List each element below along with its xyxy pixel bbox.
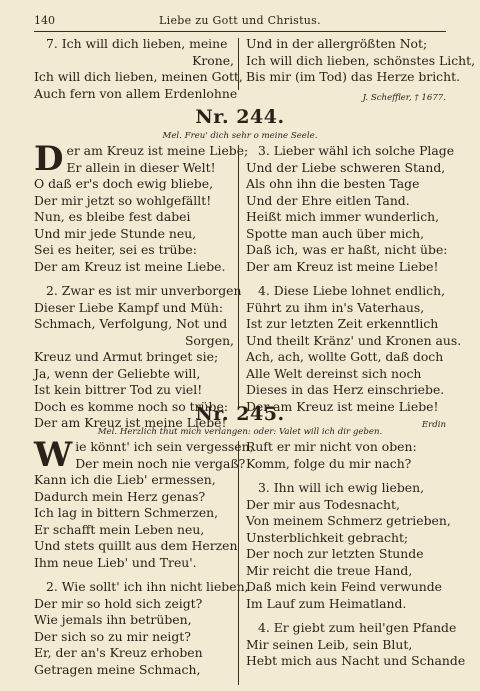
verse-line: Der am Kreuz ist meine Liebe!: [246, 398, 439, 414]
verse-line: Der noch zur letzten Stunde: [246, 546, 424, 561]
verse-line: 3. Ihn will ich ewig lieben,: [258, 480, 425, 495]
verse-line: Ach, ach, wollte Gott, daß doch: [246, 349, 444, 364]
top-right-column: [246, 36, 476, 106]
verse-line: Wie jemals ihn betrüben,: [34, 612, 192, 627]
verse-line: Der mein noch nie vergaß?: [75, 455, 246, 471]
stanza-2: [34, 579, 249, 678]
verse-line: Dieser Liebe Kampf und Müh:: [34, 299, 224, 315]
page-number: 140: [34, 14, 55, 27]
verse-line: Daß ich, was er haßt, nicht übe:: [246, 242, 448, 257]
verse-line: Der am Kreuz ist meine Liebe.: [34, 258, 226, 274]
verse-line: Daß mich kein Feind verwunde: [246, 579, 442, 594]
verse-line: Der am Kreuz ist meine Liebe!: [246, 258, 439, 274]
hymn-number-244: Nr. 244.: [195, 106, 285, 128]
verse-line: 7. Ich will dich lieben, meine: [46, 36, 228, 51]
stanza-4: [246, 283, 462, 415]
verse-line: Ist zur letzten Zeit erkenntlich: [246, 316, 439, 331]
verse-line: Ihm neue Lieb' und Treu'.: [34, 554, 197, 570]
verse-line: Der mir so hold sich zeigt?: [34, 595, 203, 611]
verse-line: Spotte man auch über mich,: [246, 225, 425, 241]
verse-line: Heißt mich immer wunderlich,: [246, 209, 440, 224]
verse-line: O daß er's doch ewig bliebe,: [34, 176, 214, 191]
stanza-1: [34, 435, 254, 571]
column-divider: [238, 145, 239, 409]
verse-line: Sei es heiter, sei es trübe:: [34, 242, 197, 257]
verse-line: Im Lauf zum Heimatland.: [246, 595, 407, 611]
verse-line: Er schafft mein Leben neu,: [34, 521, 205, 537]
verse-line: Von meinem Schmerz getrieben,: [246, 513, 451, 528]
verse-line: Bis mir (im Tod) das Herze bricht.: [246, 69, 461, 84]
stanza-3: [246, 480, 451, 612]
verse-line: ie könnt' ich sein vergessen,: [75, 439, 254, 454]
column-divider: [238, 38, 239, 90]
verse-line: er am Kreuz ist meine Liebe;: [66, 143, 249, 158]
stanza-1: [34, 139, 249, 275]
verse-line: Ist kein bittrer Tod zu viel!: [34, 382, 203, 397]
verse-line: 2. Wie sollt' ich ihn nicht lieben,: [46, 579, 249, 594]
verse-line: Und mir jede Stunde neu,: [34, 225, 197, 241]
verse-line: Der mir jetzt so wohlgefällt!: [34, 192, 212, 208]
verse-line: Auch fern von allem Erdenlohne: [34, 85, 238, 101]
column-divider: [238, 441, 239, 685]
verse-line: Ich will dich lieben, meinen Gott,: [34, 69, 243, 84]
verse-line: Unsterblichkeit gebracht;: [246, 529, 409, 545]
hymn-245-left-column: [34, 435, 254, 678]
verse-line: Ich lag in bittern Schmerzen,: [34, 505, 219, 520]
stanza-3: [246, 143, 455, 275]
verse-line: Mir seinen Leib, sein Blut,: [246, 636, 413, 652]
melody-note-244: Mel. Freu' dich sehr o meine Seele.: [162, 131, 318, 141]
drop-cap: D: [34, 139, 64, 179]
verse-line: Getragen meine Schmach,: [34, 661, 201, 677]
verse-line: Und in der allergrößten Not;: [246, 36, 428, 51]
page-header: [34, 14, 446, 30]
verse-line: Nun, es bleibe fest dabei: [34, 209, 191, 224]
verse-line: 4. Diese Liebe lohnet endlich,: [258, 283, 446, 298]
verse-line: Komm, folge du mir nach?: [246, 455, 412, 471]
verse-line: Dieses in das Herz einschriebe.: [246, 382, 445, 397]
verse-line: Doch es komme noch so trübe:: [34, 398, 228, 414]
drop-cap: W: [34, 435, 73, 475]
verse-line: 3. Lieber wähl ich solche Plage: [258, 143, 455, 158]
verse-line: Und der Liebe schweren Stand,: [246, 159, 446, 175]
verse-line: 2. Zwar es ist mir unverborgen: [46, 283, 242, 298]
verse-line: 4. Er giebt zum heil'gen Pfande: [258, 620, 457, 635]
verse-line: Der sich so zu mir neigt?: [34, 628, 191, 644]
verse-line: Kreuz und Armut bringet sie;: [34, 349, 219, 364]
verse-line: Der am Kreuz ist meine Liebe!: [34, 415, 227, 430]
verse-line: Und der Ehre eitlen Tand.: [246, 192, 410, 208]
author-attribution: Erdin: [421, 420, 446, 430]
verse-line: Sorgen,: [184, 332, 234, 348]
hymn-number-245: Nr. 245.: [195, 403, 285, 425]
verse-line: Er, der an's Kreuz erhoben: [34, 645, 203, 660]
verse-line: Mir reicht die treue Hand,: [246, 562, 413, 578]
verse-line: Hebt mich aus Nacht und Schande: [246, 653, 466, 668]
hymn-245-right-column: [246, 439, 466, 670]
verse-line: Schmach, Verfolgung, Not und: [34, 316, 228, 331]
stanza-4: [246, 620, 466, 670]
melody-note-245: Mel. Herzlich thut mich verlangen: oder: Valet will ich dir geben.: [97, 427, 383, 437]
verse-line: Ruft er mir nicht von oben:: [246, 439, 417, 454]
hymn-244-right-column: [246, 143, 462, 434]
verse-line: Der mir aus Todesnacht,: [246, 496, 400, 512]
author-attribution: J. Scheffler, † 1677.: [362, 92, 446, 103]
verse-line: Ich will dich lieben, schönstes Licht,: [246, 52, 476, 68]
verse-line: Und theilt Kränz' und Kronen aus.: [246, 332, 462, 348]
verse-line: Dadurch mein Herz genas?: [34, 488, 206, 504]
running-title: Liebe zu Gott und Christus.: [159, 14, 321, 27]
verse-line: Alle Welt dereinst sich noch: [246, 365, 422, 381]
verse-line: Als ohn ihn die besten Tage: [246, 176, 420, 191]
verse-line: Er allein in dieser Welt!: [66, 159, 216, 175]
verse-line: Kann ich die Lieb' ermessen,: [34, 472, 216, 487]
verse-line: Und stets quillt aus dem Herzen: [34, 538, 238, 553]
top-left-column: [34, 36, 243, 102]
verse-line: Krone,: [192, 52, 234, 68]
header-rule: [34, 31, 446, 32]
verse-line: Ja, wenn der Geliebte will,: [34, 365, 201, 381]
verse-line: Führt zu ihm in's Vaterhaus,: [246, 299, 425, 315]
